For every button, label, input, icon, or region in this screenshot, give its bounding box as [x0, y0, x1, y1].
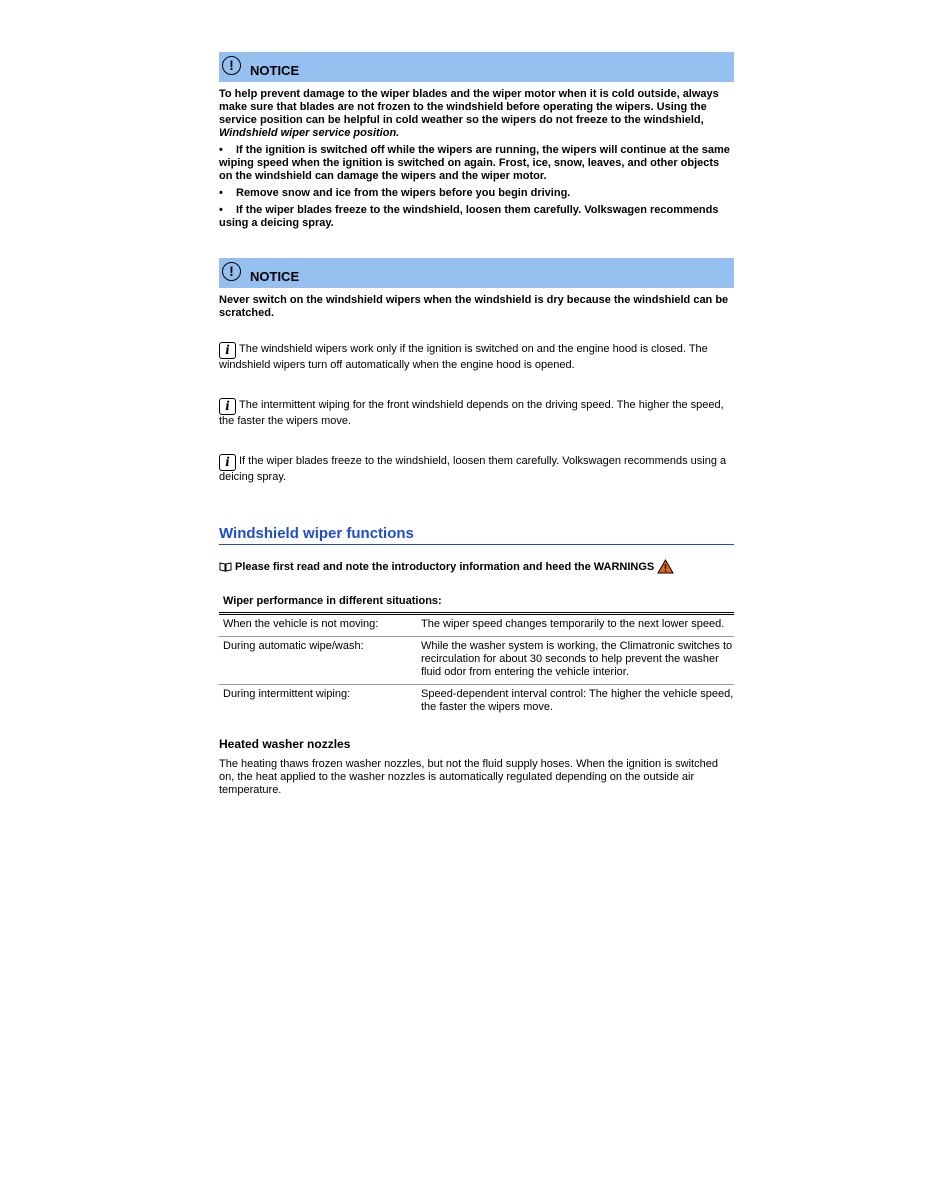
info-box-icon: i	[219, 454, 236, 471]
notice-bullet: • Remove snow and ice from the wipers before you begin driving.	[219, 187, 571, 199]
notice-bullet: • If the ignition is switched off while the wipers are running, the wipers will continue at the same wiping speed when the ignition is switched on again. Frost, ice, snow, leaves, and other objects on the windshield can damage the wipers and the wiper motor.	[219, 144, 730, 182]
table-caption: Wiper performance in different situations:	[219, 595, 734, 615]
notice-header	[219, 258, 734, 288]
notice-header	[219, 52, 734, 82]
exclamation-circle-icon: !	[222, 262, 241, 281]
notice-body	[219, 88, 734, 230]
service-position-link[interactable]: Windshield wiper service position.	[219, 127, 400, 139]
info-note: i If the wiper blades freeze to the windshield, loosen them carefully. Volkswagen recommends using a deicing spray.	[219, 455, 727, 483]
notice-bullet: • If the wiper blades freeze to the windshield, loosen them carefully. Volkswagen recommends using a deicing spray.	[219, 204, 719, 229]
notice-text: Never switch on the windshield wipers when the windshield is dry because the windshield can be scratched.	[219, 294, 729, 319]
page-content	[219, 52, 734, 797]
heated-nozzles-heading: Heated washer nozzles	[219, 737, 351, 751]
table-cell: When the vehicle is not moving:	[223, 618, 379, 630]
heated-nozzles-text: The heating thaws frozen washer nozzles, but not the fluid supply hoses. When the ignition is switched on, the heat applied to the washer nozzles is automatically regulated depending on the outside air temperature.	[219, 758, 718, 796]
info-box-icon: i	[219, 342, 236, 359]
table-cell: The wiper speed changes temporarily to the next lower speed.	[421, 618, 725, 630]
section-heading: Windshield wiper functions	[219, 525, 734, 545]
table-row	[219, 615, 734, 637]
table-cell: While the washer system is working, the Climatronic switches to recirculation for about 30 seconds to help prevent the washer fluid odor from entering the vehicle interior.	[421, 640, 733, 678]
table-cell: During intermittent wiping:	[223, 688, 351, 700]
notice-title: NOTICE	[250, 62, 300, 78]
wiper-table	[219, 615, 734, 719]
info-box-icon: i	[219, 398, 236, 415]
table-row	[219, 637, 734, 685]
table-cell: During automatic wipe/wash:	[223, 640, 364, 652]
notice-title: NOTICE	[250, 268, 300, 284]
info-note: i The windshield wipers work only if the ignition is switched on and the engine hood is closed. The windshield wipers turn off automatically when the engine hood is opened.	[219, 343, 708, 371]
warning-triangle-icon[interactable]	[657, 559, 674, 574]
read-note[interactable]: Please first read and note the introductory information and heed the WARNINGS	[219, 559, 734, 574]
table-cell: Speed-dependent interval control: The higher the vehicle speed, the faster the wipers move.	[421, 688, 734, 713]
info-note: i The intermittent wiping for the front windshield depends on the driving speed. The higher the speed, the faster the wipers move.	[219, 399, 724, 427]
open-book-icon	[219, 562, 232, 572]
table-row	[219, 685, 734, 719]
exclamation-circle-icon: !	[222, 56, 241, 75]
notice-intro: To help prevent damage to the wiper blades and the wiper motor when it is cold outside, always make sure that blades are not frozen to the windshield before operating the wipers. Using the service position can be helpful in cold weather so the wipers do not freeze to the windshield,	[219, 88, 719, 126]
